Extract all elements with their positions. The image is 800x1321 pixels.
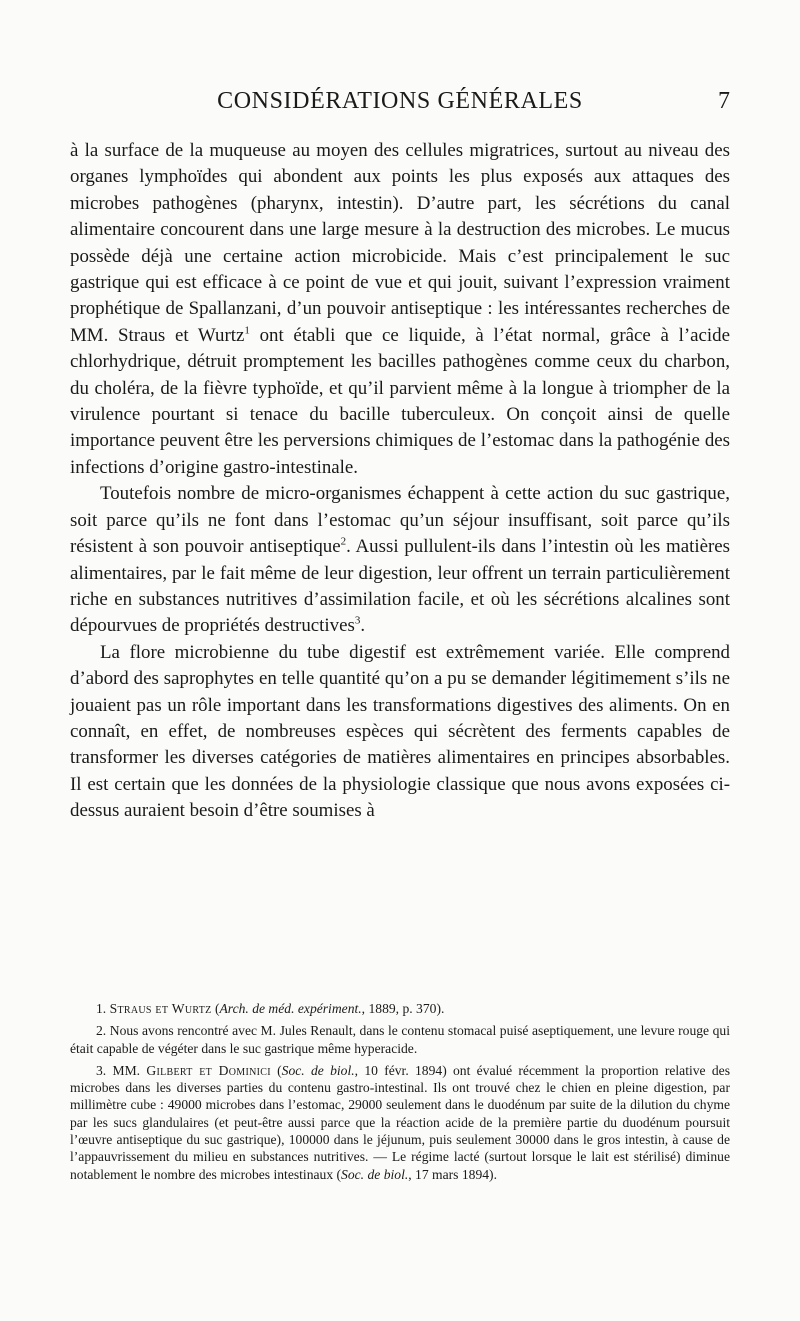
footnote-2: [70, 1022, 730, 1057]
footnote-ref-2: 2: [340, 535, 347, 548]
footnote-3-journal: Soc. de biol.: [281, 1062, 355, 1078]
paragraph-1: [70, 138, 730, 481]
footnote-3-pre: MM.: [112, 1062, 147, 1078]
paragraph-1-text-b: ont établi que ce liquide, à l’état normal, grâce à l’acide chlorhydrique, détruit promptement les bacilles pathogènes comme ceux du charbon, du choléra, de la fièvre typhoïde, et qu’il parvient même à la longue à triompher de la virulence pourtant si tenace du bacille tuberculeux. On conçoit ainsi de quelle importance peuvent être les perversions chimiques de l’estomac dans la pathogénie des infections d’origine gastro-intestinale.: [70, 324, 730, 478]
footnote-2-number: 2.: [96, 1023, 110, 1039]
footnote-3: [70, 1062, 730, 1183]
footnote-3-authors: Gilbert et Dominici: [146, 1062, 271, 1078]
footnote-1-open: (: [211, 1001, 220, 1016]
paragraph-2-text-c: .: [360, 615, 366, 637]
footnote-3-text: , 10 févr. 1894) ont évalué récemment la proportion relative des microbes dans les diverses parties du contenu gastro-intestinal. Ils ont trouvé chez le chien en pleine digestion, par millimètre cube : 49000 microbes dans l’estomac, 29000 seulement dans le duodénum par suite de la dilution du chyme par les sucs glandulaires (et peut-être aussi parce que la réaction acide de la première partie du duodénum poursuit l’œuvre antiseptique du suc gastrique), 100000 dans le jéjunum, puis seulement 30000 dans le gros intestin, à cause de l’appauvrissement du milieu en substances nutritives. — Le régime lacté (surtout lorsque le lait est stérilisé) diminue notablement le nombre des microbes intestinaux (: [70, 1062, 730, 1182]
paragraph-1-text-a: à la surface de la muqueuse au moyen des cellules migratrices, surtout au niveau des organes lymphoïdes qui abondent aux points les plus exposés aux attaques des microbes pathogènes (pharynx, intestin). D’autre part, les sécrétions du canal alimentaire concourent dans une large mesure à la destruction des microbes. Le mucus possède déjà une certaine action microbicide. Mais c’est principalement le suc gastrique qui est efficace à ce point de vue et qui jouit, suivant l’expression vraiment prophétique de Spallanzani, d’un pouvoir antiseptique : les intéressantes recherches de MM. Straus et Wurtz: [70, 140, 730, 346]
footnote-1-journal: Arch. de méd. expériment.: [219, 1001, 362, 1016]
footnotes: [70, 1000, 730, 1188]
paragraph-3: La flore microbienne du tube digestif est extrêmement variée. Elle comprend d’abord des saprophytes en telle quantité qu’on a pu se demander légitimement s’ils ne jouaient pas un rôle important dans les transformations digestives des aliments. On en connaît, en effet, de nombreuses espèces qui sécrètent des ferments capables de transformer les diverses catégories de matières alimentaires en principes absorbables. Il est certain que les données de la physiologie classique que nous avons exposées ci-dessus auraient besoin d’être soumises à: [70, 641, 730, 822]
footnote-3-journal-2: Soc. de biol.: [341, 1166, 409, 1182]
footnote-3-end: , 17 mars 1894).: [408, 1166, 497, 1182]
page-number: 7: [718, 88, 730, 114]
footnote-1-rest: , 1889, p. 370).: [361, 1001, 445, 1016]
footnote-ref-1: 1: [244, 324, 250, 337]
footnote-1: [70, 1000, 730, 1017]
paragraph-2-text-a: Toutefois nombre de micro-organismes échappent à cette action du suc gastrique, soit parce qu’ils ne font dans l’estomac qu’un séjour insuffisant, soit parce qu’ils résistent à son pouvoir antiseptique: [70, 483, 730, 558]
footnote-1-authors: Straus et Wurtz: [109, 1001, 212, 1016]
footnote-2-text: Nous avons rencontré avec M. Jules Renault, dans le contenu stomacal puisé aseptiquement, une levure rouge qui était capable de végéter dans le suc gastrique même hyperacide.: [70, 1023, 731, 1056]
running-head: [70, 88, 730, 118]
footnote-1-number: 1.: [96, 1001, 110, 1016]
body-text: [70, 138, 730, 825]
footnote-3-number: 3.: [96, 1062, 113, 1078]
paragraph-2: [70, 481, 730, 639]
footnote-3-open: (: [270, 1062, 282, 1078]
paragraph-2-text-b: . Aussi pullulent-ils dans l’intestin où les matières alimentaires, par le fait même de leur digestion, leur offrent un terrain particulièrement riche en substances nutritives d’assimilation facile, et où les sécrétions alcalines sont dépourvues de propriétés destructives: [70, 536, 730, 637]
running-title: CONSIDÉRATIONS GÉNÉRALES: [217, 88, 583, 114]
footnote-ref-3: 3: [354, 615, 361, 628]
